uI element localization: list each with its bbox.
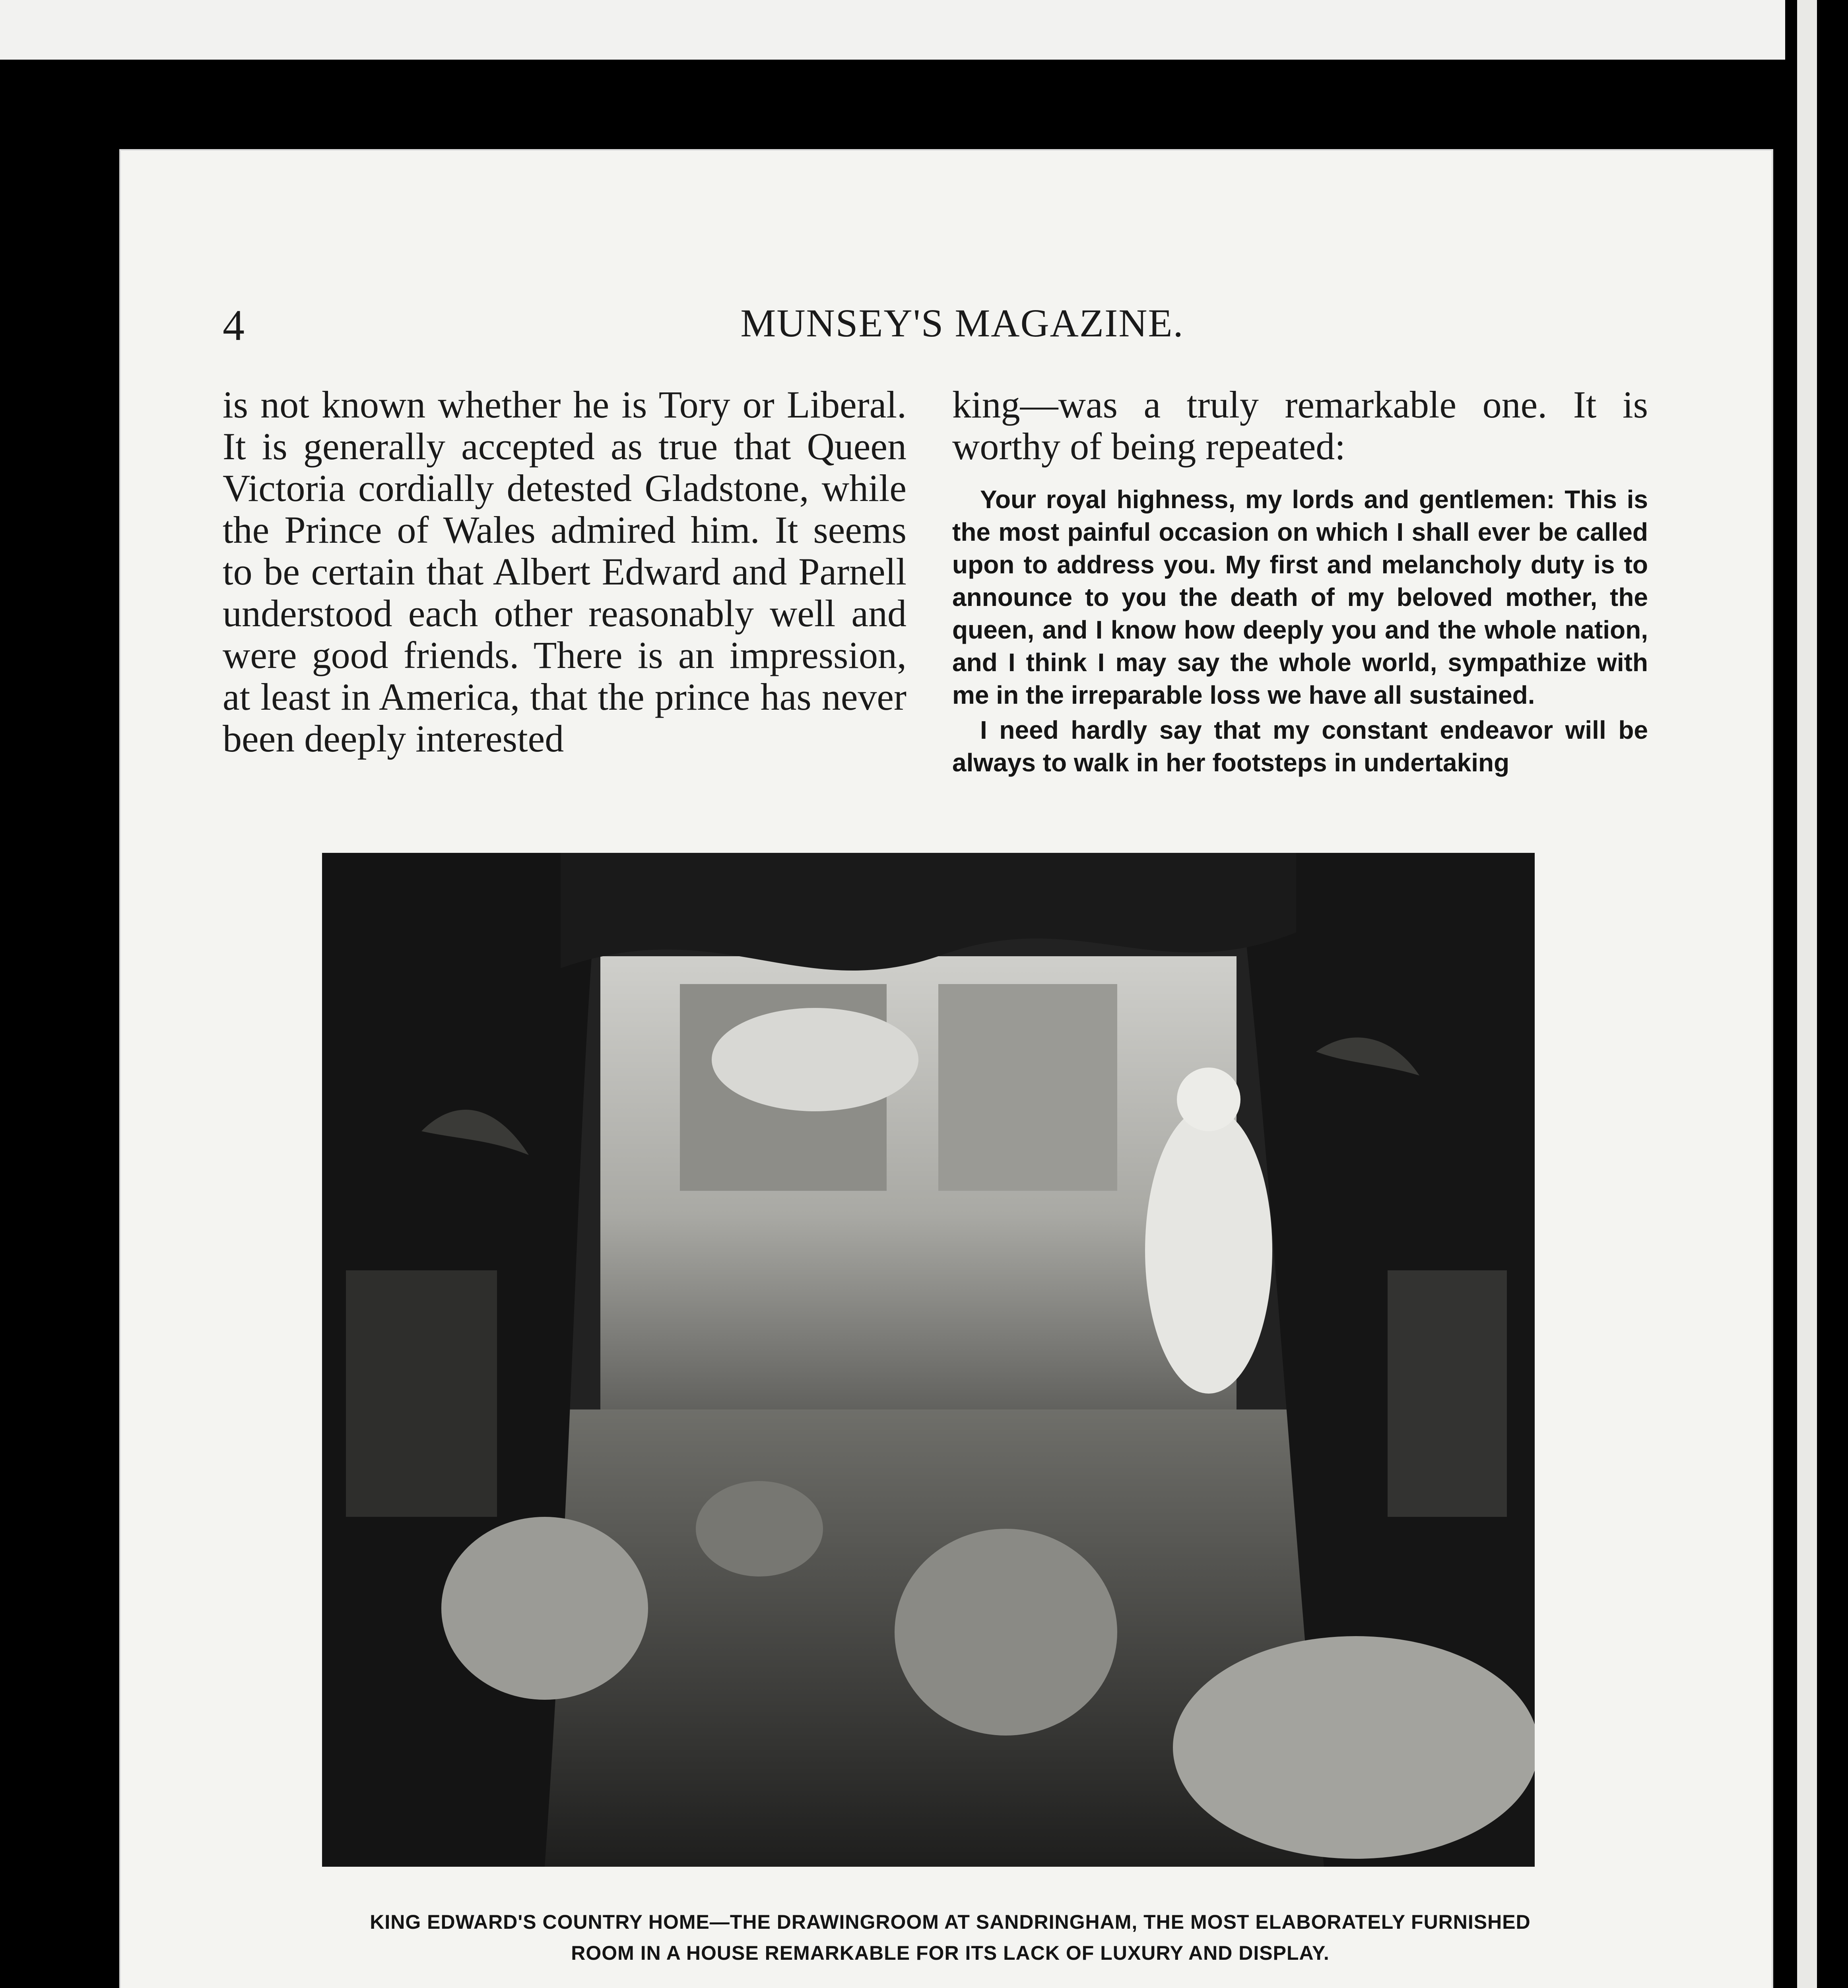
photo-caption: [211, 1906, 1690, 1969]
caption-line-1: KING EDWARD'S COUNTRY HOME—THE DRAWINGROOM AT SANDRINGHAM, THE MOST ELABORATELY FURNISHED: [370, 1911, 1531, 1933]
speech-intro: king—was a truly remarkable one. It is worthy of being repeated:: [952, 383, 1648, 468]
top-left-column-text: is not known whether he is Tory or Liberal. It is generally accepted as true that Queen Victoria cordially detested Gladstone, while the Prince of Wales admired him. It seems to be certain that Albert Edward and Parnell understood each other reasonably well and were good friends. There is an impression, at least in America, that the prince has never been deeply interested: [223, 383, 907, 760]
quote-paragraph: Your royal highness, my lords and gentlemen: This is the most painful occasion on which I shall ever be called upon to address you. My first and melancholy duty is to announce to you the death of my beloved mother, the queen, and I know how deeply you and the whole nation, and I think I may say the whole world, sympathize with me in the irreparable loss we have all sustained.: [952, 485, 1648, 709]
caption-line-2: ROOM IN A HOUSE REMARKABLE FOR ITS LACK OF LUXURY AND DISPLAY.: [571, 1942, 1330, 1964]
drawing-room-illustration: [322, 853, 1535, 1867]
drawing-room-photograph: [322, 853, 1535, 1867]
running-title: MUNSEY'S MAGAZINE.: [740, 301, 1184, 345]
previous-page-edge: [0, 0, 1785, 60]
speech-quote-top: [952, 483, 1648, 779]
page-header: [223, 300, 1702, 352]
magazine-page: [119, 149, 1773, 1988]
scanner-edge-strip: [1797, 0, 1817, 1988]
top-right-column: [952, 384, 1648, 779]
quote-paragraph: I need hardly say that my constant endeavor will be always to walk in her footsteps in undertaking: [952, 716, 1648, 777]
page-number: 4: [223, 301, 245, 349]
